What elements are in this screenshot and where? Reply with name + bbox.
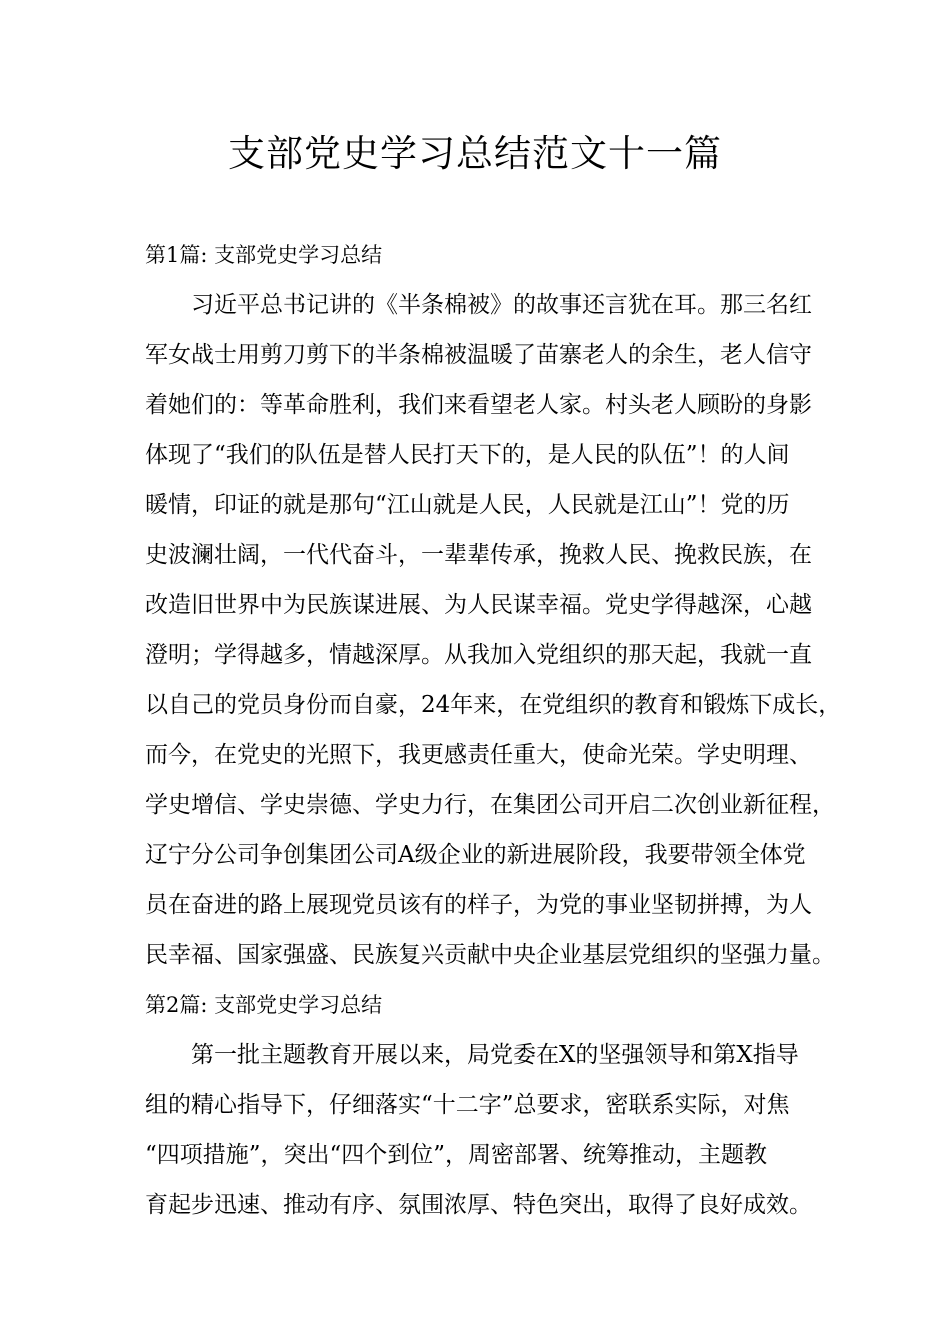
text-line: 育起步迅速、推动有序、氛围浓厚、特色突出，取得了良好成效。 xyxy=(145,1192,812,1218)
text-line: 澄明；学得越多，情越深厚。从我加入党组织的那天起，我就一直 xyxy=(145,642,812,668)
section-heading-2: 第2篇: 支部党史学习总结 xyxy=(145,993,383,1017)
section-1-paragraph xyxy=(145,280,842,980)
document-body xyxy=(145,230,842,1230)
text-line: 组的精心指导下，仔细落实“十二字”总要求，密联系实际，对焦 xyxy=(145,1092,790,1118)
text-line: 第一批主题教育开展以来，局党委在X的坚强领导和第X指导 xyxy=(191,1042,799,1068)
section-heading-1: 第1篇: 支部党史学习总结 xyxy=(145,243,383,267)
text-line: 民幸福、国家强盛、民族复兴贡献中央企业基层党组织的坚强力量。 xyxy=(145,942,835,968)
text-line: 而今，在党史的光照下，我更感责任重大，使命光荣。学史明理、 xyxy=(145,742,812,768)
text-line: 辽宁分公司争创集团公司A级企业的新进展阶段，我要带领全体党 xyxy=(145,842,806,868)
text-line: 史波澜壮阔，一代代奋斗，一辈辈传承，挽救人民、挽救民族，在 xyxy=(145,542,812,568)
text-line: 以自己的党员身份而自豪，24年来，在党组织的教育和锻炼下成长， xyxy=(145,692,842,718)
text-line: 员在奋进的路上展现党员该有的样子，为党的事业坚韧拼搏，为人 xyxy=(145,892,812,918)
text-line: 着她们的：等革命胜利，我们来看望老人家。村头老人顾盼的身影 xyxy=(145,392,812,418)
text-line: 改造旧世界中为民族谋进展、为人民谋幸福。党史学得越深，心越 xyxy=(145,592,812,618)
text-line: “四项措施”，突出“四个到位”，周密部署、统筹推动，主题教 xyxy=(145,1142,768,1168)
document-title: 支部党史学习总结范文十一篇 xyxy=(228,132,722,175)
text-line: 暖情，印证的就是那句“江山就是人民，人民就是江山”！党的历 xyxy=(145,492,790,518)
text-line: 习近平总书记讲的《半条棉被》的故事还言犹在耳。那三名红 xyxy=(191,292,812,318)
text-line: 军女战士用剪刀剪下的半条棉被温暖了苗寨老人的余生，老人信守 xyxy=(145,342,812,368)
text-line: 学史增信、学史崇德、学史力行，在集团公司开启二次创业新征程， xyxy=(145,792,835,818)
text-line: 体现了“我们的队伍是替人民打天下的，是人民的队伍”！的人间 xyxy=(145,442,790,468)
section-2-paragraph xyxy=(145,1030,830,1230)
